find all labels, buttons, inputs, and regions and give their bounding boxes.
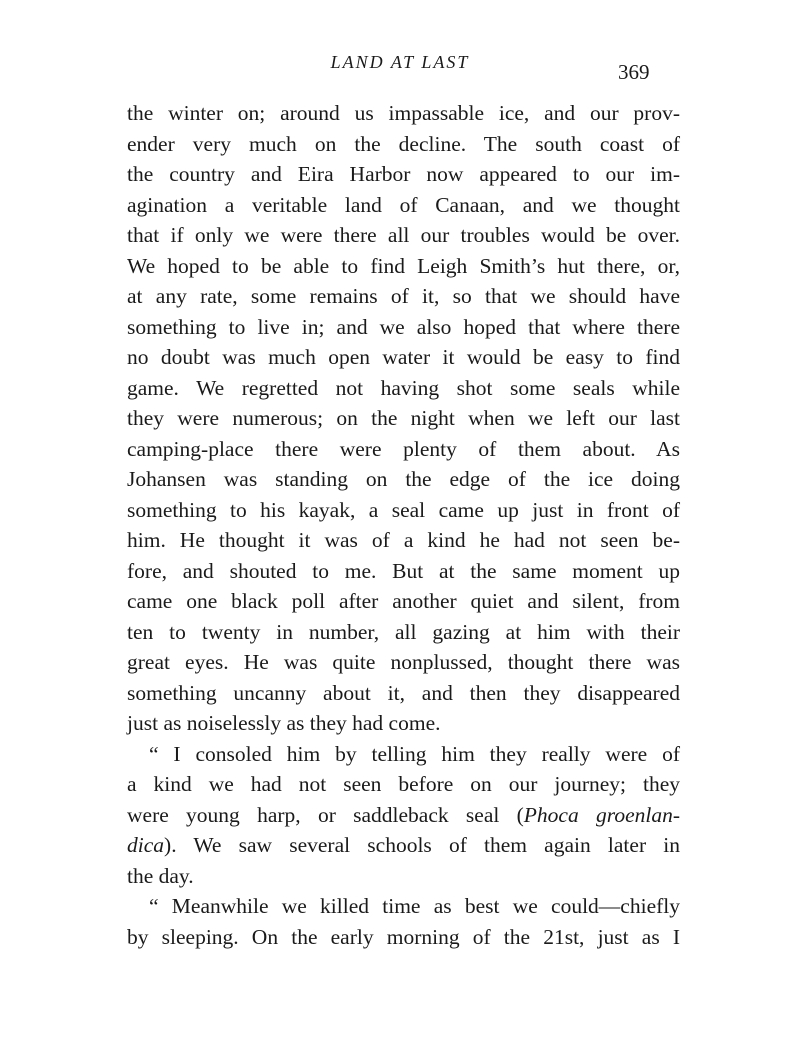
text-line: game. We regretted not having shot some seals while	[127, 375, 680, 400]
text-line: fore, and shouted to me. But at the same moment up	[127, 558, 680, 583]
text-line: Johansen was standing on the edge of the ice doing	[127, 467, 680, 491]
body-text	[127, 98, 680, 952]
text-run: ). We saw several schools of them again later in	[164, 833, 680, 857]
text-line: ender very much on the decline. The south coast of	[127, 131, 680, 156]
text-line: the day.	[127, 863, 194, 888]
text-line: a kind we had not seen before on our journey; they	[127, 772, 680, 796]
text-line: that if only we were there all our troubles would be over.	[127, 223, 680, 247]
text-line: something to live in; and we also hoped that where there	[127, 314, 680, 339]
text-run: were young harp, or saddleback seal (	[127, 802, 524, 827]
text-line	[127, 830, 680, 861]
text-line: camping-place there were plenty of them about. As	[127, 436, 680, 461]
text-line: something uncanny about it, and then they disappeared	[127, 680, 680, 705]
text-line: just as noiselessly as they had come.	[127, 711, 441, 735]
text-line: great eyes. He was quite nonplussed, thought there was	[127, 650, 680, 674]
text-line: We hoped to be able to find Leigh Smith’s hut there, or,	[127, 253, 680, 278]
text-line: “ Meanwhile we killed time as best we could—chiefly	[149, 894, 680, 918]
text-line: agination a veritable land of Canaan, and we thought	[127, 192, 680, 217]
text-line: came one black poll after another quiet and silent, from	[127, 589, 680, 613]
species-name-italic: Phoca groenlan-	[523, 802, 680, 827]
text-line: him. He thought it was of a kind he had not seen be-	[127, 528, 680, 552]
text-line: something to his kayak, a seal came up just in front of	[127, 497, 680, 522]
text-line: ten to twenty in number, all gazing at him with their	[127, 619, 680, 644]
species-name-italic: dica	[127, 833, 165, 857]
page-number: 369	[618, 60, 650, 84]
text-line: the winter on; around us impassable ice, and our prov-	[127, 101, 680, 125]
text-line: the country and Eira Harbor now appeared to our im-	[127, 162, 680, 186]
text-line: no doubt was much open water it would be easy to find	[127, 345, 680, 369]
running-head: LAND AT LAST	[330, 52, 470, 72]
text-line: they were numerous; on the night when we left our last	[127, 406, 680, 430]
text-line: “ I consoled him by telling him they really were of	[149, 741, 680, 766]
text-line: by sleeping. On the early morning of the 21st, just as I	[127, 924, 680, 949]
text-line	[127, 800, 680, 831]
text-line: at any rate, some remains of it, so that we should have	[127, 284, 680, 308]
